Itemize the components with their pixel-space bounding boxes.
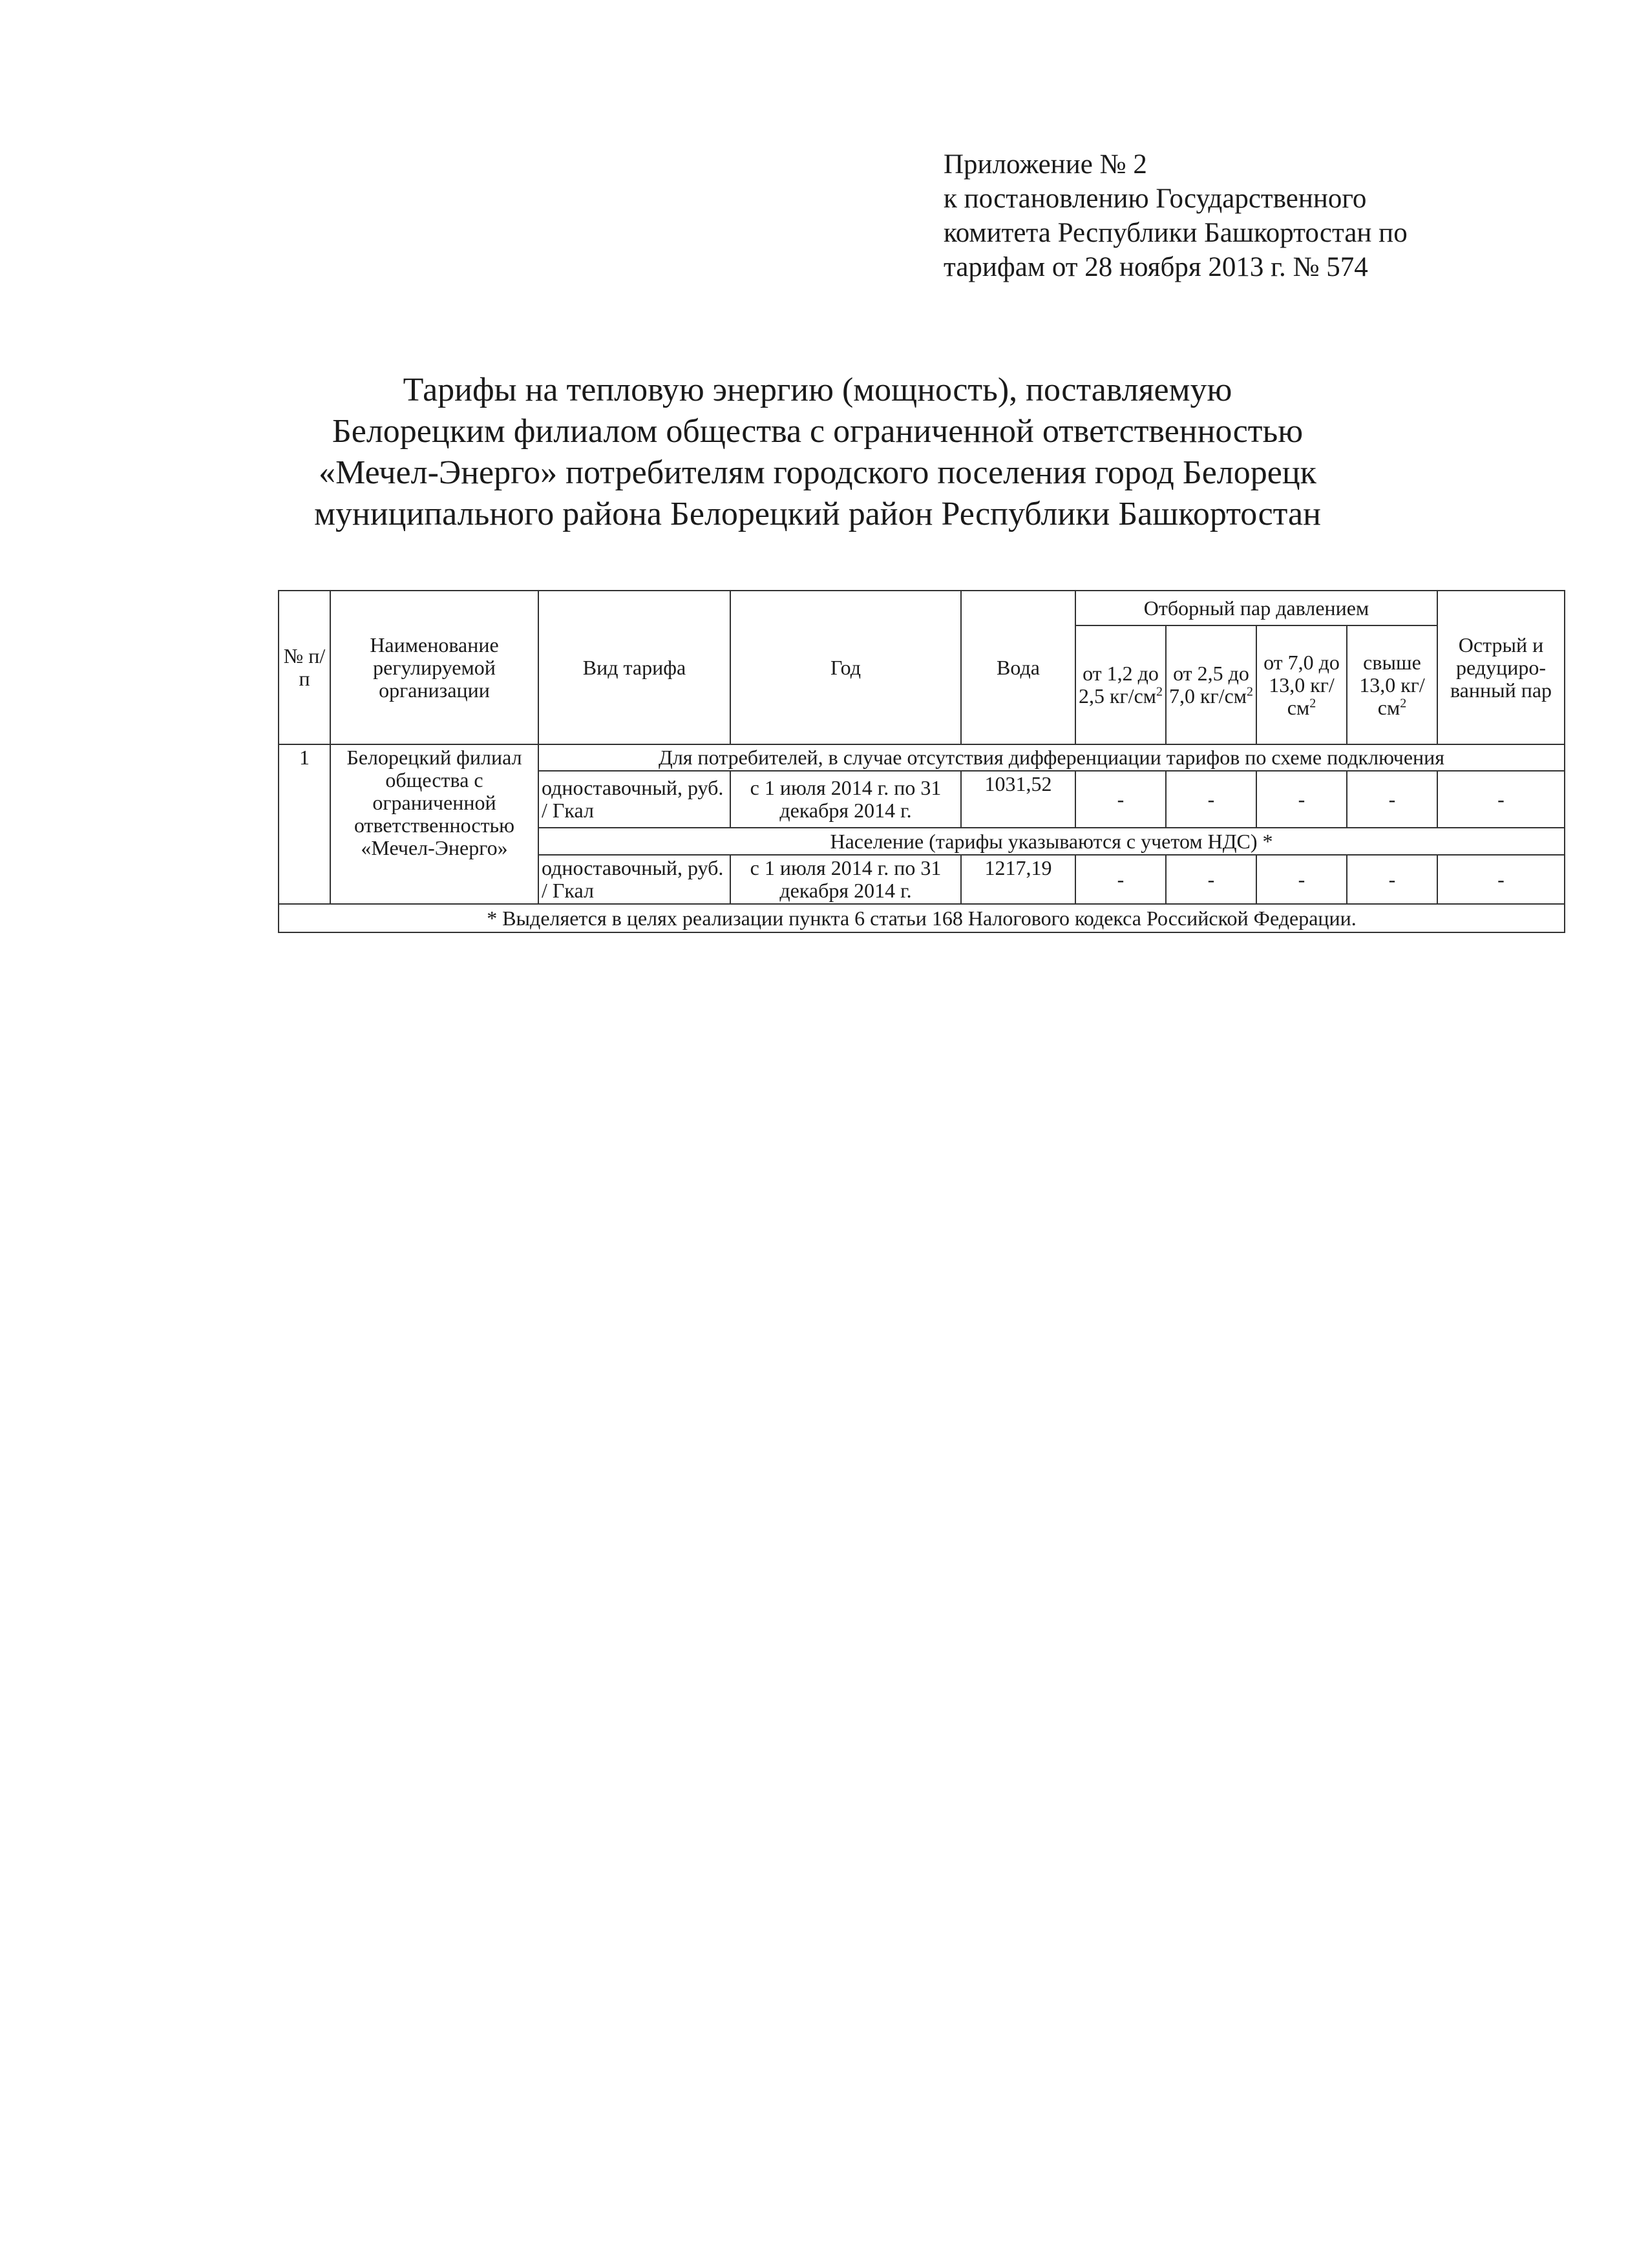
- document-title: [259, 370, 1377, 535]
- header-num: № п/п: [279, 591, 330, 744]
- section-2-steam-4: -: [1347, 855, 1437, 904]
- appendix-line-3: комитета Республики Башкортостан по: [944, 218, 1408, 248]
- tariff-table: [278, 590, 1565, 933]
- row-num: 1: [279, 744, 330, 904]
- header-water: Вода: [961, 591, 1075, 744]
- section-2-steam-3: -: [1256, 855, 1347, 904]
- section-2-tariff-type: одноставочный, руб. / Гкал: [538, 855, 730, 904]
- section-2-period: с 1 июля 2014 г. по 31 декабря 2014 г.: [730, 855, 961, 904]
- section-2-sharp-steam: -: [1437, 855, 1565, 904]
- appendix-line-1: Приложение № 2: [944, 149, 1147, 180]
- row-org: Белорецкий филиал общества с ограниченной ответственностью «Мечел-Энерго»: [330, 744, 538, 904]
- header-sharp-steam: Острый и редуциро-ванный пар: [1437, 591, 1565, 744]
- section-1-steam-1: -: [1075, 771, 1166, 828]
- title-line-4: муниципального района Белорецкий район Республики Башкортостан: [314, 496, 1321, 532]
- section-1-water: 1031,52: [961, 771, 1075, 828]
- header-tariff-type: Вид тарифа: [538, 591, 730, 744]
- section-2-label: Население (тарифы указываются с учетом НДС) *: [538, 828, 1565, 855]
- header-steam-3: [1256, 625, 1347, 744]
- section-2-steam-1: -: [1075, 855, 1166, 904]
- header-steam-group: Отборный пар давлением: [1075, 591, 1437, 625]
- header-steam-4-text: свыше 13,0 кг/см: [1359, 650, 1425, 719]
- header-steam-3-text: от 7,0 до 13,0 кг/см: [1263, 650, 1340, 719]
- section-1-sharp-steam: -: [1437, 771, 1565, 828]
- title-line-1: Тарифы на тепловую энергию (мощность), поставляемую: [403, 372, 1232, 408]
- header-steam-2-text: от 2,5 до 7,0 кг/см: [1169, 662, 1249, 708]
- section-1-tariff-type: одноставочный, руб. / Гкал: [538, 771, 730, 828]
- appendix-block: [944, 147, 1408, 284]
- section-1-steam-4: -: [1347, 771, 1437, 828]
- header-year: Год: [730, 591, 961, 744]
- section-2-steam-2: -: [1166, 855, 1256, 904]
- appendix-line-2: к постановлению Государственного: [944, 184, 1367, 214]
- section-1-steam-2: -: [1166, 771, 1256, 828]
- header-steam-2-sup: 2: [1247, 684, 1254, 699]
- header-steam-1: [1075, 625, 1166, 744]
- header-org: Наименование регулируемой организации: [330, 591, 538, 744]
- header-steam-2: [1166, 625, 1256, 744]
- header-steam-1-sup: 2: [1156, 684, 1163, 699]
- header-steam-3-sup: 2: [1309, 695, 1316, 710]
- header-steam-1-text: от 1,2 до 2,5 кг/см: [1079, 662, 1159, 708]
- appendix-line-4: тарифам от 28 ноября 2013 г. № 574: [944, 252, 1368, 282]
- header-steam-4: [1347, 625, 1437, 744]
- title-line-3: «Мечел-Энерго» потребителям городского поселения город Белорецк: [319, 454, 1316, 491]
- title-line-2: Белорецким филиалом общества с ограниченной ответственностью: [332, 413, 1304, 450]
- section-1-period: с 1 июля 2014 г. по 31 декабря 2014 г.: [730, 771, 961, 828]
- table-footnote: * Выделяется в целях реализации пункта 6 статьи 168 Налогового кодекса Российской Федерации.: [279, 904, 1565, 932]
- header-steam-4-sup: 2: [1400, 695, 1407, 710]
- section-1-label: Для потребителей, в случае отсутствия дифференциации тарифов по схеме подключения: [538, 744, 1565, 771]
- section-2-water: 1217,19: [961, 855, 1075, 904]
- section-1-steam-3: -: [1256, 771, 1347, 828]
